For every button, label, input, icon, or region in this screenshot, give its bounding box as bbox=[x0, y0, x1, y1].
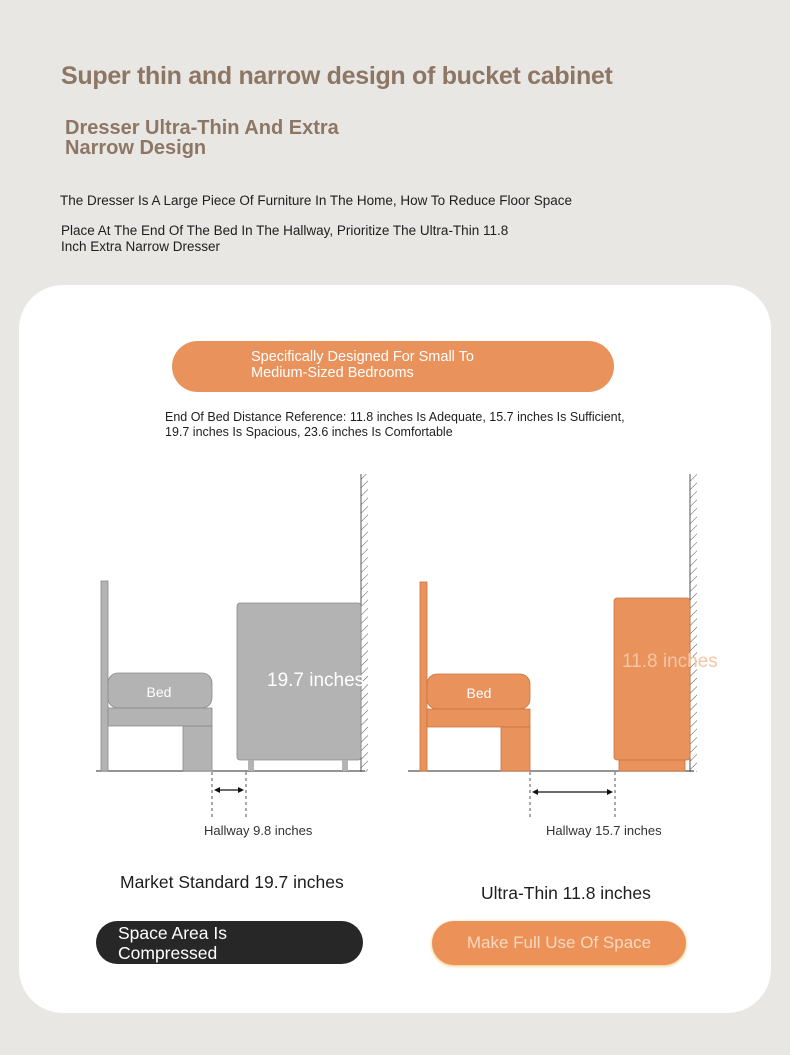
left-bed-leg bbox=[183, 726, 212, 771]
right-depth-label: 11.8 inches bbox=[622, 651, 718, 672]
left-dresser-foot-2 bbox=[342, 760, 348, 771]
design-purpose-text: Specifically Designed For Small To Medium-Sized Bedrooms bbox=[251, 349, 474, 381]
right-wall bbox=[690, 474, 697, 772]
left-dresser-foot-1 bbox=[248, 760, 254, 771]
full-use-space-badge bbox=[432, 921, 686, 965]
left-arrow-head-right bbox=[238, 787, 244, 793]
left-diagram bbox=[96, 474, 368, 838]
left-dresser bbox=[237, 603, 364, 771]
right-dresser-base bbox=[619, 760, 685, 771]
left-bed-frame bbox=[108, 708, 212, 726]
left-bed-label: Bed bbox=[146, 684, 172, 700]
ultra-thin-caption: Ultra-Thin 11.8 inches bbox=[481, 883, 651, 903]
space-compressed-text: Space Area Is Compressed bbox=[118, 923, 227, 963]
bed-distance-reference: End Of Bed Distance Reference: 11.8 inches Is Adequate, 15.7 inches Is Sufficient, 19.7 inches Is Spacious, 23.6 inches Is Comfortable bbox=[165, 410, 625, 439]
market-standard-caption: Market Standard 19.7 inches bbox=[120, 872, 344, 892]
right-arrow-head-right bbox=[607, 789, 613, 795]
page-title: Super thin and narrow design of bucket cabinet bbox=[61, 62, 613, 90]
right-dresser bbox=[614, 598, 718, 771]
left-arrow-head-left bbox=[214, 787, 220, 793]
right-bed-frame bbox=[427, 709, 530, 727]
left-headboard bbox=[101, 581, 108, 771]
description-placement: Place At The End Of The Bed In The Hallway, Prioritize The Ultra-Thin 11.8 Inch Extra Narrow Dresser bbox=[61, 223, 509, 254]
left-wall bbox=[361, 474, 368, 772]
right-bed-leg bbox=[501, 727, 530, 771]
right-bed-label: Bed bbox=[466, 685, 492, 701]
full-use-space-text: Make Full Use Of Space bbox=[466, 933, 652, 952]
right-arrow-head-left bbox=[532, 789, 538, 795]
left-hallway-label: Hallway 9.8 inches bbox=[204, 823, 313, 838]
right-dresser-body bbox=[614, 598, 690, 760]
right-hallway-label: Hallway 15.7 inches bbox=[546, 823, 662, 838]
description-floor-space: The Dresser Is A Large Piece Of Furniture In The Home, How To Reduce Floor Space bbox=[60, 193, 572, 208]
left-depth-label: 19.7 inches bbox=[267, 670, 365, 691]
right-bed bbox=[420, 582, 530, 771]
right-diagram bbox=[408, 474, 718, 838]
page-subtitle: Dresser Ultra-Thin And Extra Narrow Design bbox=[65, 117, 339, 159]
left-bed bbox=[101, 581, 212, 771]
space-compressed-badge bbox=[96, 921, 363, 964]
right-headboard bbox=[420, 582, 427, 771]
